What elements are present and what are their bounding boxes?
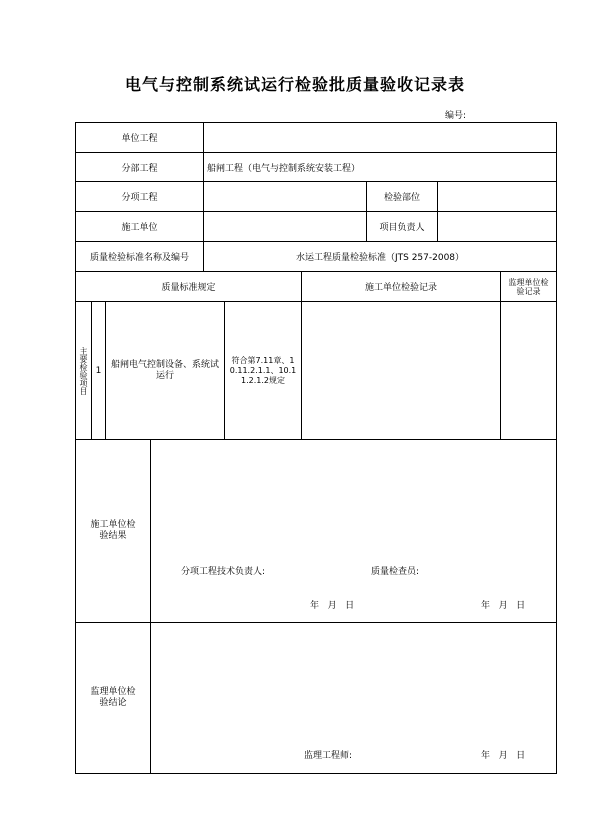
supervisor-conclusion-label: 监理单位检验结论 <box>75 622 151 774</box>
main-item-name: 船闸电气控制设备、系统试运行 <box>105 301 225 440</box>
unit-project-field[interactable] <box>203 122 557 153</box>
project-manager-field[interactable] <box>437 211 557 242</box>
supervisor-engineer-label: 监理工程师: <box>304 751 353 761</box>
standard-label: 质量检验标准名称及编号 <box>75 241 204 272</box>
contractor-result-area[interactable] <box>150 439 557 623</box>
division-field[interactable]: 船闸工程（电气与控制系统安装工程） <box>203 152 557 182</box>
main-item-requirement: 符合第7.11章、10.11.2.1.1、10.11.2.1.2规定 <box>224 301 302 440</box>
inspect-part-field[interactable] <box>437 181 557 212</box>
page-title: 电气与控制系统试运行检验批质量验收记录表 <box>124 75 465 94</box>
header-quality-standard: 质量标准规定 <box>75 271 302 302</box>
standard-value: 水运工程质量检验标准（JTS 257-2008） <box>203 241 557 272</box>
tech-lead-label: 分项工程技术负责人: <box>181 567 266 577</box>
main-item-record-field[interactable] <box>301 301 501 440</box>
main-item-supervisor-field[interactable] <box>500 301 557 440</box>
doc-number-label: 编号: <box>445 111 467 121</box>
header-supervisor-record: 监理单位检验记录 <box>500 271 557 302</box>
subitem-label: 分项工程 <box>75 181 204 212</box>
division-label: 分部工程 <box>75 152 204 182</box>
header-contractor-record: 施工单位检验记录 <box>301 271 501 302</box>
contractor-label: 施工单位 <box>75 211 204 242</box>
qc-inspector-label: 质量检查员: <box>371 567 420 577</box>
main-item-index: 1 <box>91 301 106 440</box>
supervisor-date: 年 月 日 <box>481 751 526 761</box>
project-manager-label: 项目负责人 <box>366 211 438 242</box>
inspect-part-label: 检验部位 <box>366 181 438 212</box>
contractor-date-2: 年 月 日 <box>481 601 526 611</box>
contractor-date-1: 年 月 日 <box>310 601 355 611</box>
main-item-category: 主要检验项目 <box>79 346 88 395</box>
contractor-field[interactable] <box>203 211 367 242</box>
contractor-result-label: 施工单位检验结果 <box>75 439 151 623</box>
subitem-field[interactable] <box>203 181 367 212</box>
main-item-category-cell <box>75 301 92 440</box>
unit-project-label: 单位工程 <box>75 122 204 153</box>
